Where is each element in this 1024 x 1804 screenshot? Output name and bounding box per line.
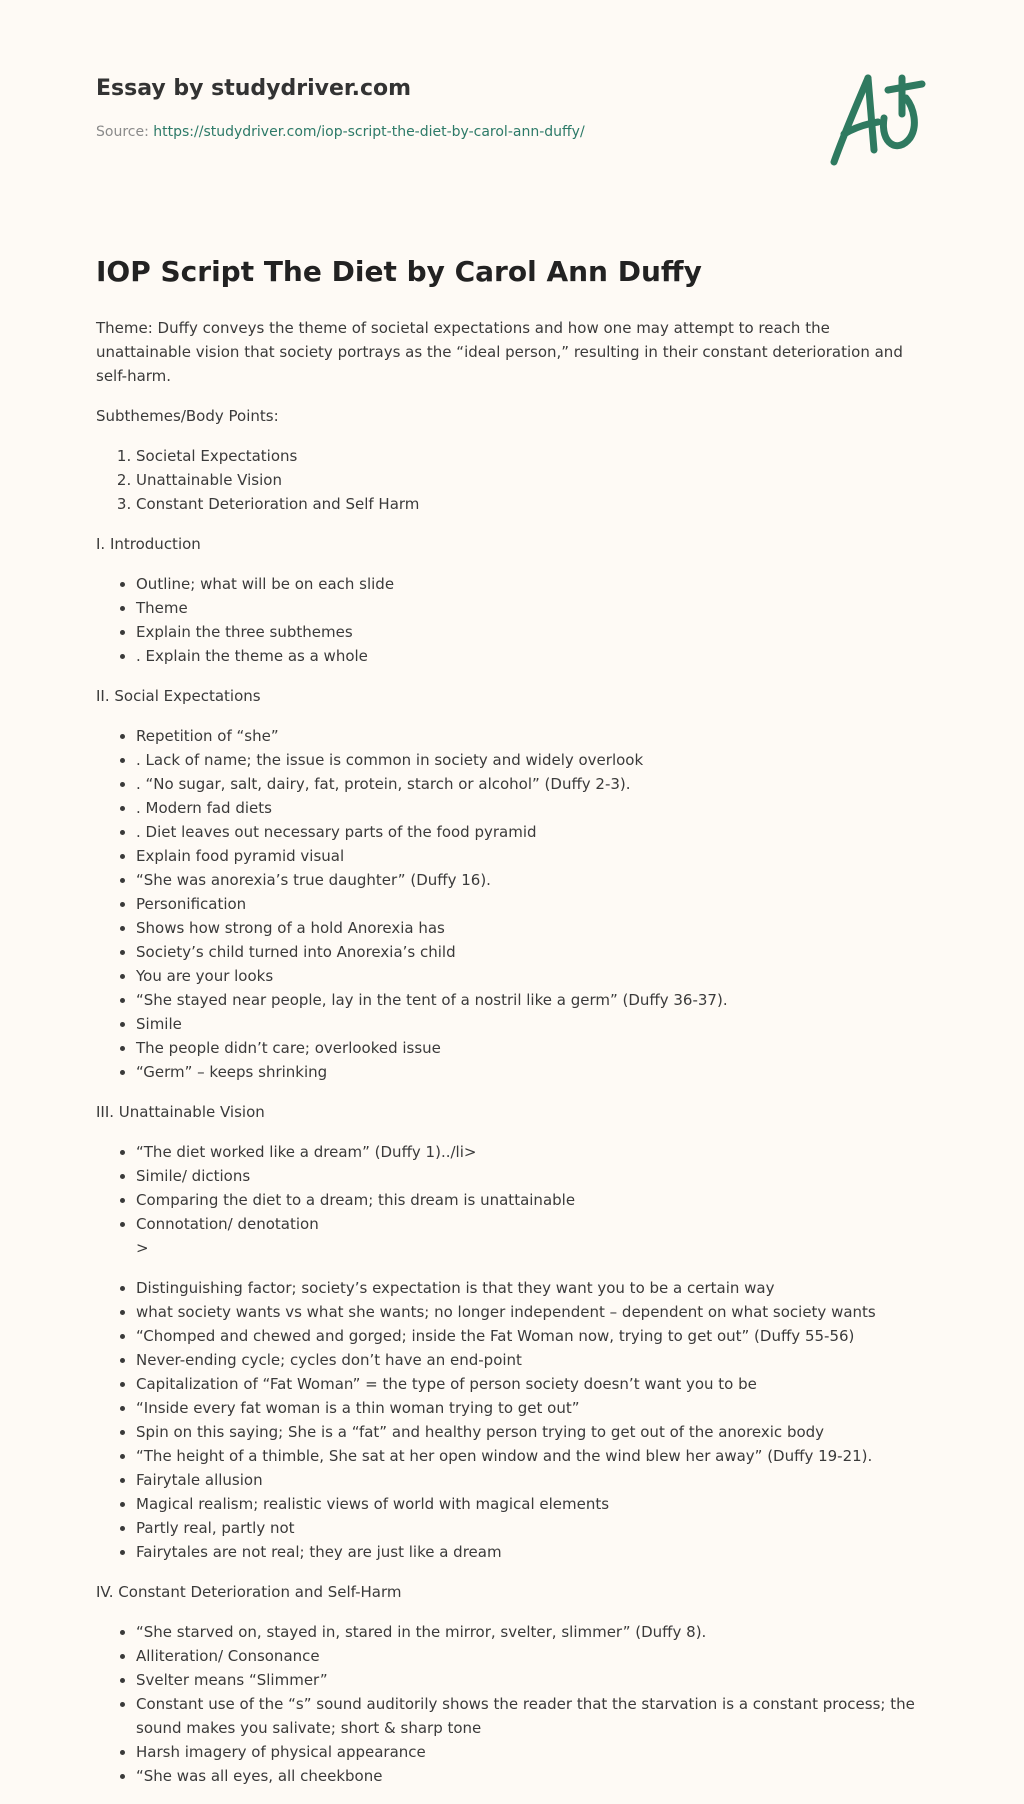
bullet-list (96, 1140, 928, 1260)
list-item: 1. Societal Expectations (136, 444, 928, 468)
bullet-list (96, 724, 928, 1084)
list-item: • Simile/ dictions (136, 1164, 928, 1188)
list-item: • Constant use of the “s” sound auditorily shows the reader that the starvation is a constant process; the sound makes you salivate; short & sharp tone (136, 1692, 928, 1740)
list-item: • . Modern fad diets (136, 796, 928, 820)
section-heading: IV. Constant Deterioration and Self-Harm (96, 1583, 402, 1601)
list-item: • Repetition of “she” (136, 724, 928, 748)
list-item: • Simile (136, 1012, 928, 1036)
list-item: • “She stayed near people, lay in the tent of a nostril like a germ” (Duffy 36-37). (136, 988, 928, 1012)
list-item: • Explain food pyramid visual (136, 844, 928, 868)
list-item: 2. Unattainable Vision (136, 468, 928, 492)
list-item: • Never-ending cycle; cycles don’t have an end-point (136, 1348, 928, 1372)
source-link[interactable]: https://studydriver.com/iop-script-the-diet-by-carol-ann-duffy/ (153, 124, 585, 140)
list-item: • Svelter means “Slimmer” (136, 1668, 928, 1692)
list-item: • “Inside every fat woman is a thin woman trying to get out” (136, 1396, 928, 1420)
section-heading: III. Unattainable Vision (96, 1103, 265, 1121)
list-item: • Comparing the diet to a dream; this dream is unattainable (136, 1188, 928, 1212)
list-item: 3. Constant Deterioration and Self Harm (136, 492, 928, 516)
list-item: • Partly real, partly not (136, 1516, 928, 1540)
list-item: • Magical realism; realistic views of world with magical elements (136, 1492, 928, 1516)
list-item: • Outline; what will be on each slide (136, 572, 928, 596)
bullet-list (96, 1620, 928, 1788)
list-item: • Distinguishing factor; society’s expectation is that they want you to be a certain way (136, 1276, 928, 1300)
list-item: • Shows how strong of a hold Anorexia has (136, 916, 928, 940)
list-item: • The people didn’t care; overlooked issue (136, 1036, 928, 1060)
section-heading: I. Introduction (96, 535, 201, 553)
list-item: • “The height of a thimble, She sat at her open window and the wind blew her away” (Duffy 19-21). (136, 1444, 928, 1468)
bullet-list (96, 1276, 928, 1564)
list-item: • Fairytales are not real; they are just like a dream (136, 1540, 928, 1564)
subthemes-list (96, 444, 928, 516)
list-item: • Personification (136, 892, 928, 916)
list-item: • Harsh imagery of physical appearance (136, 1740, 928, 1764)
list-item: • . Lack of name; the issue is common in society and widely overlook (136, 748, 928, 772)
list-item-text: Connotation/ denotation (136, 1215, 319, 1233)
list-item: • Fairytale allusion (136, 1468, 928, 1492)
stray-character: > (136, 1239, 149, 1257)
list-item: • “The diet worked like a dream” (Duffy 1)../li> (136, 1140, 928, 1164)
list-item: • Spin on this saying; She is a “fat” and healthy person trying to get out of the anorexic body (136, 1420, 928, 1444)
list-item: • what society wants vs what she wants; no longer independent – dependent on what society wants (136, 1300, 928, 1324)
a-plus-logo-icon (818, 68, 930, 168)
list-item: • . Diet leaves out necessary parts of the food pyramid (136, 820, 928, 844)
document-title: IOP Script The Diet by Carol Ann Duffy (96, 255, 702, 288)
list-item: • “Germ” – keeps shrinking (136, 1060, 928, 1084)
list-item: • “Chomped and chewed and gorged; inside the Fat Woman now, trying to get out” (Duffy 55-56) (136, 1324, 928, 1348)
list-item: • Alliteration/ Consonance (136, 1644, 928, 1668)
list-item: • Explain the three subthemes (136, 620, 928, 644)
list-item: • Society’s child turned into Anorexia’s child (136, 940, 928, 964)
bullet-list (96, 572, 928, 668)
list-item: • Capitalization of “Fat Woman” = the type of person society doesn’t want you to be (136, 1372, 928, 1396)
section-heading: II. Social Expectations (96, 687, 261, 705)
source-label: Source: (96, 124, 154, 140)
list-item (136, 1212, 928, 1260)
list-item: • . Explain the theme as a whole (136, 644, 928, 668)
list-item: • “She was all eyes, all cheekbone (136, 1764, 928, 1788)
theme-paragraph: Theme: Duffy conveys the theme of societal expectations and how one may attempt to reach the unattainable vision that society portrays as the “ideal person,” resulting in their constant deterioration and self-harm. (96, 319, 903, 385)
subthemes-heading: Subthemes/Body Points: (96, 407, 279, 425)
source-line (96, 124, 585, 140)
list-item: • . “No sugar, salt, dairy, fat, protein, starch or alcohol” (Duffy 2-3). (136, 772, 928, 796)
list-item: • Theme (136, 596, 928, 620)
list-item: • “She starved on, stayed in, stared in the mirror, svelter, slimmer” (Duffy 8). (136, 1620, 928, 1644)
essay-body (96, 316, 928, 1804)
list-item: • You are your looks (136, 964, 928, 988)
site-header-title: Essay by studydriver.com (96, 76, 412, 101)
list-item: • “She was anorexia’s true daughter” (Duffy 16). (136, 868, 928, 892)
